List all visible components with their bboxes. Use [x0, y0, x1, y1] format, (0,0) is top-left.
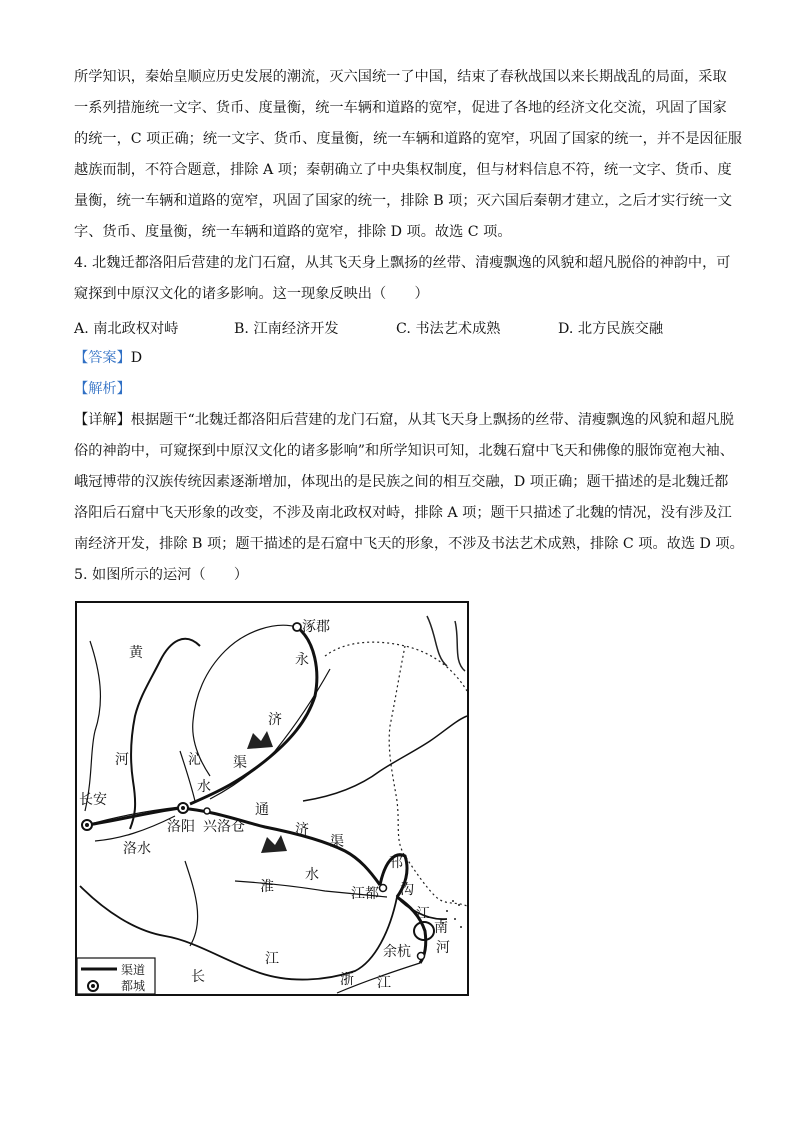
label-zhe: 浙: [340, 972, 354, 988]
analysis-line: 一系列措施统一文字、货币、度量衡，统一车辆和道路的宽窄，促进了各地的经济文化交流，巩固了国家: [74, 100, 727, 116]
analysis-line: 量衡，统一车辆和道路的宽窄，巩固了国家的统一，排除 B 项；灭六国后秦朝才建立，之后才实行统一文: [74, 193, 732, 209]
answer-tag: 【答案】: [74, 350, 131, 366]
question-5-stem: 5. 如图所示的运河（ ）: [74, 567, 249, 583]
option-c: C. 书法艺术成熟: [396, 321, 501, 337]
detail-line: [74, 411, 734, 429]
answer-line: [74, 349, 142, 367]
label-yuhang: 余杭: [383, 944, 411, 960]
label-nan: 南: [434, 920, 448, 936]
label-ji2: 济: [295, 822, 309, 838]
label-jiang-s: 江: [416, 906, 430, 922]
xingluocang-point: [204, 808, 210, 814]
analysis-line: 所学知识，秦始皇顺应历史发展的潮流，灭六国统一了中国，结束了春秋战国以来长期战乱的局面，采取: [74, 69, 727, 85]
label-zhuojun: 涿郡: [302, 619, 330, 635]
detail-line: 南经济开发，排除 B 项；题干描述的是石窟中飞天的形象，不涉及书法艺术成熟，排除 C 项。故选 D 项。: [74, 536, 744, 552]
detail-tag: 【详解】: [74, 412, 131, 428]
grand-canal-map: [75, 601, 469, 996]
analysis-line: 的统一，C 项正确；统一文字、货币、度量衡，统一车辆和道路的宽窄，巩固了国家的统一，并不是因征服: [74, 131, 742, 147]
detail-line: 俗的神韵中，可窥探到中原汉文化的诸多影响”和所学知识可知，北魏石窟中飞天和佛像的服饰宽袍大袖、: [74, 443, 734, 459]
question-4-stem: 窥探到中原汉文化的诸多影响。这一现象反映出（ ）: [74, 286, 429, 302]
zhuojun-city: [293, 623, 301, 631]
option-b: B. 江南经济开发: [234, 321, 339, 337]
label-luoyang: 洛阳: [167, 819, 195, 835]
label-tong: 通: [255, 802, 269, 818]
label-han: 邗: [389, 855, 403, 871]
detail-line: 洛阳后石窟中飞天形象的改变，不涉及南北政权对峙，排除 A 项；题干只描述了北魏的情况，没有涉及江: [74, 505, 732, 521]
detail-line: 峨冠博带的汉族传统因素逐渐增加，体现出的是民族之间的相互交融，D 项正确；题干描述的是北魏迁都: [74, 474, 729, 490]
label-huang: 黄: [129, 645, 143, 661]
yuhang-city: [418, 953, 425, 960]
label-qu1: 渠: [233, 755, 247, 771]
label-yong: 永: [295, 652, 309, 668]
label-gou: 沟: [400, 882, 414, 898]
label-huai: 淮: [260, 879, 274, 895]
analysis-line: 越族而制，不符合题意，排除 A 项；秦朝确立了中央集权制度，但与材料信息不符，统一文字、货币、度: [74, 162, 732, 178]
label-luoshui: 洛水: [123, 841, 151, 857]
label-jiang1: 江: [265, 951, 279, 967]
label-he2: 河: [436, 940, 450, 956]
label-qu2: 渠: [330, 834, 344, 850]
analysis-line: 字、货币、度量衡，统一车辆和道路的宽窄，排除 D 项。故选 C 项。: [74, 224, 512, 240]
label-ji1: 济: [268, 712, 282, 728]
legend-capital: 都城: [121, 979, 146, 993]
label-he: 河: [115, 752, 129, 768]
label-chang: 长: [191, 969, 205, 985]
detail-text: 根据题干“北魏迁都洛阳后营建的龙门石窟，从其飞天身上飘扬的丝带、清瘦飘逸的风貌和超凡脱: [130, 412, 734, 428]
question-4-stem: 4. 北魏迁都洛阳后营建的龙门石窟，从其飞天身上飘扬的丝带、清瘦飘逸的风貌和超凡脱俗的神韵中，可: [74, 255, 731, 271]
answer-value: D: [130, 350, 143, 366]
option-a: A. 南北政权对峙: [74, 321, 179, 337]
label-shui2: 水: [305, 867, 319, 883]
label-xingluocang: 兴洛仓: [203, 819, 245, 835]
label-jiang2: 江: [377, 975, 391, 991]
jiangdu-city: [380, 885, 387, 892]
label-shui1: 水: [197, 779, 211, 795]
analysis-tag: 【解析】: [74, 381, 131, 397]
label-qin: 沁: [188, 752, 202, 768]
option-d: D. 北方民族交融: [558, 321, 664, 337]
map-legend: [77, 958, 155, 994]
legend-canal: 渠道: [121, 963, 146, 977]
label-jiangdu: 江都: [351, 886, 379, 902]
label-changan: 长安: [79, 792, 107, 808]
